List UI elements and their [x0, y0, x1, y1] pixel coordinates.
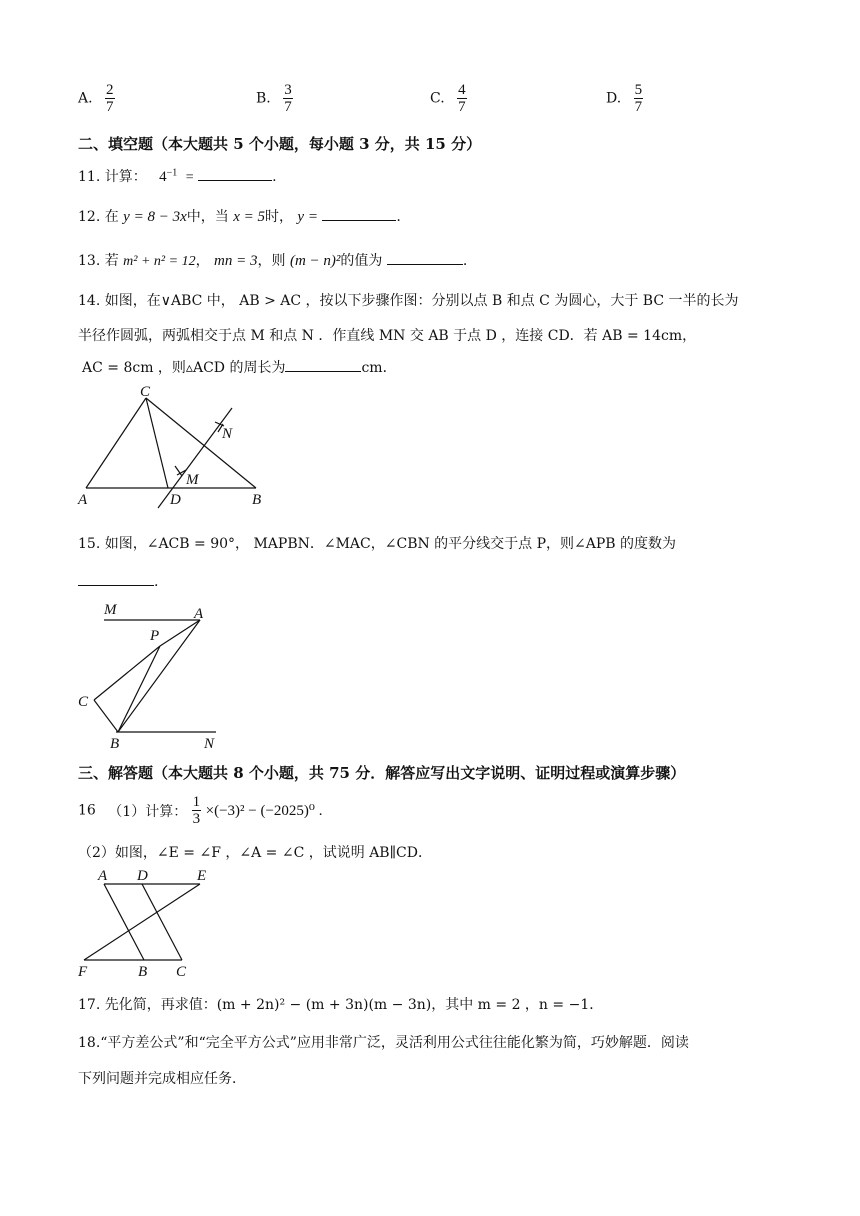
option-fraction: $\frac{4}{7}$	[458, 82, 466, 115]
math-equals: =	[185, 170, 194, 185]
label-e: E	[197, 868, 207, 884]
label-m: M	[104, 602, 117, 618]
section-3-title: 三、解答题（本大题共 8 个小题，共 75 分．解答应写出文字说明、证明过程或演算步骤）	[78, 764, 686, 782]
label-c: C	[176, 964, 187, 978]
option-fraction: $\frac{5}{7}$	[634, 82, 643, 115]
label-n: N	[222, 426, 233, 442]
period: .	[272, 169, 277, 185]
question-12: 12. 在 y = 8 − 3x中，当 x = 5时， y = .	[78, 209, 401, 225]
question-14-line-2: 半径作圆弧，两弧相交于点 M 和点 N ．作直线 MN 交 AB 于点 D ，连接 CD．若 AB = 14cm，	[78, 328, 697, 344]
question-15	[78, 533, 676, 553]
label-b: B	[110, 736, 120, 752]
figure-16-lines	[70, 868, 220, 978]
label-a: A	[78, 492, 88, 508]
question-16-part-1: 16 （1）计算： $\frac{1}{3}$ ×(−3)² − (−2025)⁰ .	[78, 794, 323, 827]
question-number: 13.	[78, 253, 101, 269]
option-a	[78, 82, 115, 115]
math-expression: ×(−3)² − (−2025)⁰ .	[205, 803, 323, 819]
question-number: 14.	[78, 293, 101, 309]
question-14-line-3: AC = 8cm ，则▵ACD 的周长为 cm．	[82, 360, 397, 376]
label-a: A	[194, 606, 204, 622]
question-number: 15.	[78, 536, 101, 552]
figure-15-parallel-lines	[70, 598, 240, 754]
label-d: D	[137, 868, 148, 884]
option-b	[256, 82, 293, 115]
question-14-line-1	[78, 290, 739, 310]
label-n: N	[204, 736, 215, 752]
label-p: P	[150, 628, 160, 644]
question-17	[78, 994, 603, 1014]
question-18-line-1	[78, 1032, 689, 1052]
answer-blank[interactable]	[78, 585, 154, 586]
option-d	[606, 82, 643, 115]
label-m: M	[186, 472, 199, 488]
option-label: B.	[256, 90, 271, 107]
math-expression: mn = 3	[214, 253, 258, 269]
math-expression: (m − n)²	[289, 253, 341, 269]
label-a: A	[98, 868, 108, 884]
option-label: A.	[78, 90, 93, 107]
math-expression: m² + n² = 12	[123, 254, 196, 269]
label-b: B	[138, 964, 148, 978]
option-fraction: $\frac{3}{7}$	[284, 82, 292, 115]
label-c: C	[78, 694, 89, 710]
question-16-part-2: （2）如图，∠E = ∠F ，∠A = ∠C ，试说明 AB∥CD．	[78, 845, 432, 861]
question-number: 12.	[78, 209, 101, 225]
question-number: 11.	[78, 169, 101, 185]
option-fraction: $\frac{2}{7}$	[106, 82, 114, 115]
figure-14-triangle	[70, 386, 270, 510]
question-number: 16	[78, 802, 96, 819]
option-label: C.	[430, 90, 445, 107]
label-c: C	[140, 386, 151, 400]
question-15-answer: .	[78, 574, 158, 590]
math-expression: x = 5	[233, 209, 265, 225]
math-exponent: −1	[166, 167, 178, 179]
option-label: D.	[606, 90, 622, 107]
option-c	[430, 82, 467, 115]
math-expression: y = 8 − 3x	[123, 209, 187, 225]
math-base: 4	[159, 169, 167, 185]
answer-blank[interactable]	[285, 371, 361, 372]
question-number: 18.	[78, 1035, 101, 1051]
question-text: 如图，∠ACB = 90°， MAPBN．∠MAC，∠CBN 的平分线交于点 P，则∠APB 的度数为	[104, 536, 677, 552]
question-11	[78, 166, 277, 186]
question-text: “平方差公式”和“完全平方公式”应用非常广泛，灵活利用公式往往能化繁为简，巧妙解题．阅读	[100, 1035, 689, 1051]
question-13: 13. 若 m² + n² = 12， mn = 3，则 (m − n)²的值为 .	[78, 253, 468, 269]
question-number: 17.	[78, 997, 101, 1013]
label-b: B	[252, 492, 262, 508]
answer-blank[interactable]	[198, 180, 272, 181]
question-text: 如图，在∨ABC 中， AB > AC ，按以下步骤作图：分别以点 B 和点 C 为圆心，大于 BC 一半的长为	[104, 293, 739, 309]
answer-blank[interactable]	[387, 264, 463, 265]
fraction: $\frac{1}{3}$	[192, 794, 201, 827]
math-expression: y =	[297, 209, 318, 225]
question-text: 计算：	[104, 169, 147, 185]
label-f: F	[78, 964, 88, 978]
answer-blank[interactable]	[322, 220, 396, 221]
question-18-line-2: 下列问题并完成相应任务．	[78, 1071, 246, 1087]
section-2-title: 二、填空题（本大题共 5 个小题，每小题 3 分，共 15 分）	[78, 135, 482, 153]
question-text: 先化简，再求值：(m + 2n)² − (m + 3n)(m − 3n)，其中 m = 2 ，n = −1．	[104, 997, 604, 1013]
label-d: D	[170, 492, 181, 508]
